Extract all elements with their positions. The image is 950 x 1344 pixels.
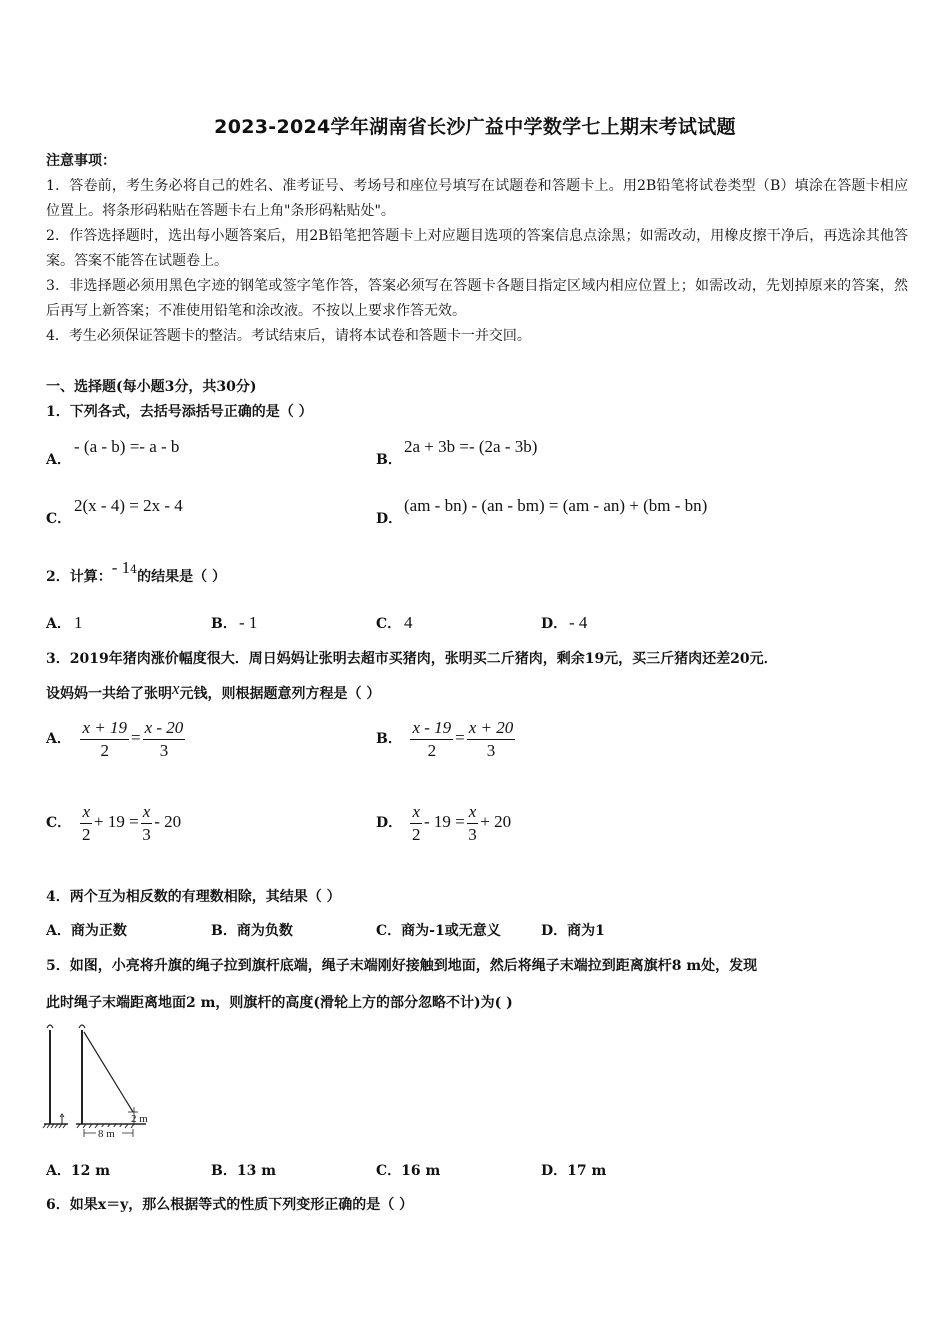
notice-item: 1．答卷前，考生务必将自己的姓名、准考证号、考场号和座位号填写在试题卷和答题卡上。用2B铅笔将试卷类型（B）填涂在答题卡相应位置上。将条形码粘贴在答题卡右上角"条形码粘贴处"。: [46, 178, 908, 219]
frac-num: x: [141, 801, 153, 824]
q3-line2-pre: 设妈妈一共给了张明: [46, 686, 172, 702]
q1-d-expr: (am - bn) - (an - bm) = (am - an) + (bm - bn): [404, 496, 708, 515]
frac-den: 2: [81, 825, 91, 844]
q2-base: - 1: [111, 558, 131, 577]
option-label: C．: [46, 511, 72, 527]
q1-option-b[interactable]: [376, 437, 537, 469]
frac-num: x: [80, 801, 92, 824]
expr-tail: - 20: [154, 812, 182, 832]
frac-den: 3: [486, 741, 496, 760]
frac-den: 3: [142, 825, 151, 844]
q2-b-value: - 1: [239, 613, 258, 632]
question-2-stem: [46, 558, 227, 586]
notice-section: [46, 149, 908, 349]
question-5-line1: 5．如图，小亮将升旗的绳子拉到旗杆底端，绳子末端刚好接触到地面，然后将绳子末端拉到距离旗杆8 m处，发现: [46, 958, 758, 974]
question-3-line2: [46, 679, 381, 703]
frac-num: x: [410, 801, 422, 824]
option-label: D．: [376, 511, 403, 527]
q2-exp: 4: [130, 563, 138, 576]
q2-option-a[interactable]: [46, 613, 83, 633]
frac-den: 2: [411, 825, 421, 844]
question-3-line1: 3．2019年猪肉涨价幅度很大．周日妈妈让张明去超市买猪肉，张明买二斤猪肉，剩余19元，买三斤猪肉还差20元．: [46, 651, 778, 667]
frac-num: x - 20: [143, 717, 186, 740]
question-5-line2: 此时绳子末端距离地面2 m，则旗杆的高度(滑轮上方的部分忽略不计)为( ): [46, 995, 513, 1011]
section-heading: 一、选择题(每小题3分，共30分): [46, 379, 257, 395]
left-pulley-icon: [47, 1025, 53, 1028]
q3-option-b[interactable]: [376, 717, 517, 762]
q4-option-c[interactable]: C．商为-1或无意义: [376, 923, 501, 939]
notice-item: 3．非选择题必须用黑色字迹的钢笔或签字笔作答，答案必须写在答题卡各题目指定区域内相应位置上；如需改动，先划掉原来的答案，然后再写上新答案；不准使用铅笔和涂改液。不按以上要求作答无效。: [46, 278, 908, 319]
option-label: C．: [46, 815, 72, 832]
frac-num: x - 19: [410, 717, 453, 740]
notice-item: 4．考生必须保证答题卡的整洁。考试结束后，请将本试卷和答题卡一并交回。: [46, 328, 531, 344]
q1-c-expr: 2(x - 4) = 2x - 4: [74, 496, 183, 515]
q4-option-d[interactable]: D．商为1: [541, 923, 605, 939]
equals-sign: =: [455, 728, 465, 748]
question-4-stem: 4．两个互为相反数的有理数相除，其结果（ ）: [46, 889, 341, 905]
q4-option-b[interactable]: B．商为负数: [211, 923, 293, 939]
height-label: 2 m: [131, 1113, 148, 1125]
expr-tail: + 20: [480, 812, 512, 832]
notice-item: 2．作答选择题时，选出每小题答案后，用2B铅笔把答题卡上对应题目选项的答案信息点涂黑；如需改动，用橡皮擦干净后，再选涂其他答案。答案不能答在试题卷上。: [46, 228, 908, 269]
option-label: C．: [376, 616, 402, 632]
q2-a-value: 1: [74, 613, 83, 632]
equals-sign: =: [130, 728, 141, 748]
q3-variable: x: [172, 679, 180, 698]
q3-option-d[interactable]: [376, 801, 511, 846]
option-label: A．: [46, 452, 71, 468]
q2-option-b[interactable]: [211, 613, 257, 633]
q3-line2-post: 元钱，则根据题意列方程是（ ）: [179, 686, 381, 702]
q5-option-b[interactable]: B．13 m: [211, 1163, 277, 1179]
frac-num: x + 19: [80, 717, 129, 740]
q4-option-a[interactable]: A．商为正数: [46, 923, 127, 939]
notice-heading: 注意事项：: [46, 153, 116, 169]
question-6-stem: 6．如果x＝y，那么根据等式的性质下列变形正确的是（ ）: [46, 1197, 414, 1213]
flagpole-figure: [40, 1020, 160, 1142]
q2-stem-post: 的结果是（ ）: [137, 569, 227, 585]
q5-option-a[interactable]: A．12 m: [46, 1163, 111, 1179]
option-label: B．: [376, 731, 402, 748]
option-label: D．: [376, 815, 403, 832]
rope-line: [84, 1032, 133, 1112]
q2-option-c[interactable]: [376, 613, 413, 633]
frac-den: 3: [468, 825, 477, 844]
q5-option-d[interactable]: D．17 m: [541, 1163, 607, 1179]
expr-mid: - 19 =: [424, 812, 465, 832]
q3-option-c[interactable]: [46, 801, 181, 846]
option-label: A．: [46, 616, 71, 632]
q1-b-expr: 2a + 3b =- (2a - 3b): [404, 437, 538, 456]
frac-num: x: [467, 801, 479, 824]
q1-option-c[interactable]: [46, 496, 183, 528]
frac-den: 2: [100, 741, 109, 760]
option-label: A．: [46, 731, 71, 748]
q1-a-expr: - (a - b) =- a - b: [74, 437, 180, 456]
expr-mid: + 19 =: [94, 812, 139, 832]
q2-c-value: 4: [404, 613, 413, 632]
frac-den: 3: [159, 741, 169, 760]
option-label: D．: [541, 616, 568, 632]
frac-num: x + 20: [467, 717, 516, 740]
distance-label: 8 m: [98, 1128, 115, 1140]
q2-d-value: - 4: [569, 613, 588, 632]
q3-option-a[interactable]: [46, 717, 187, 762]
question-1-stem: 1．下列各式，去括号添括号正确的是（ ）: [46, 404, 313, 420]
q2-option-d[interactable]: [541, 613, 587, 633]
q1-option-d[interactable]: [376, 496, 707, 528]
option-label: B．: [211, 616, 237, 632]
q5-option-c[interactable]: C．16 m: [376, 1163, 441, 1179]
page-title: 2023-2024学年湖南省长沙广益中学数学七上期末考试试题: [214, 116, 736, 138]
frac-den: 2: [427, 741, 437, 760]
q2-stem-pre: 2．计算：: [46, 569, 112, 585]
q1-option-a[interactable]: [46, 437, 179, 469]
right-pulley-icon: [79, 1025, 85, 1028]
option-label: B．: [376, 452, 402, 468]
